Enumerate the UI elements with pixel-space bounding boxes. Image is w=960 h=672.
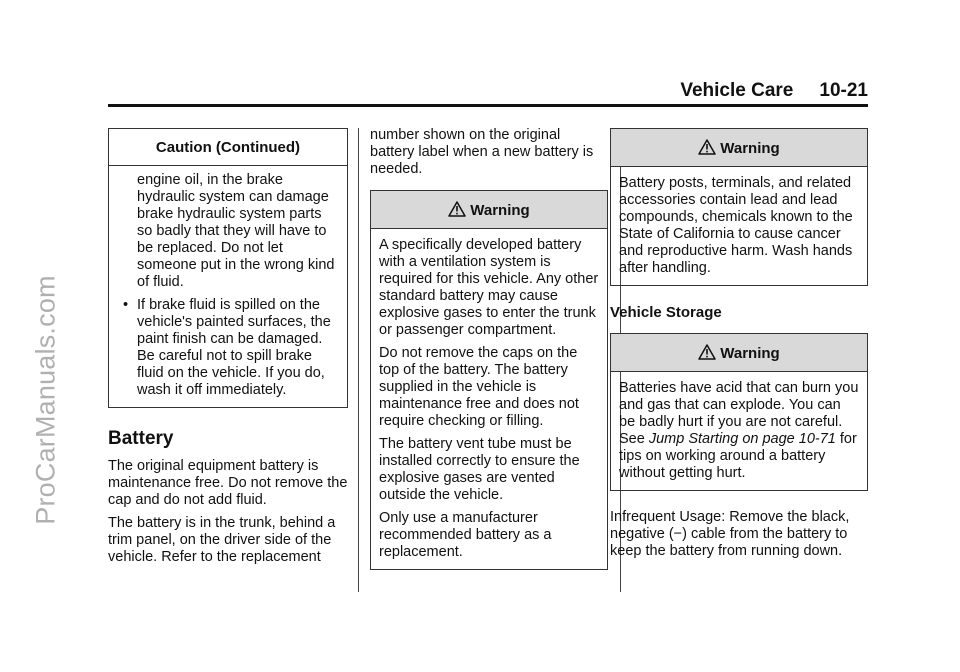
watermark: ProCarManuals.com <box>30 275 61 525</box>
caution-lead: engine oil, in the brake hydraulic system can damage brake hydraulic system parts so badly that they will have to be replaced. Do not let someone put in the wrong kind of fluid. <box>137 172 335 290</box>
warning1-paragraph-3: The battery vent tube must be installed correctly to ensure the explosive gases are vented outside the vehicle. <box>379 436 580 503</box>
storage-warning-text-a: Batteries have acid that can burn you and gas that can explode. You can be badly hurt if you are not careful. See <box>619 380 859 447</box>
caution-title: Caution (Continued) <box>109 129 347 166</box>
warning-title <box>611 334 867 372</box>
warning-icon <box>448 201 466 217</box>
column-2 <box>370 128 608 570</box>
caution-bullet-text: If brake fluid is spilled on the vehicle's painted surfaces, the paint finish can be damaged. Be careful not to spill brake fluid on the vehicle. If you do, wash it off immediately. <box>137 297 331 398</box>
warning-icon <box>698 139 716 155</box>
column-divider-1 <box>358 128 359 592</box>
warning-title-text: Warning <box>720 345 780 362</box>
storage-warning-text <box>619 380 859 482</box>
caution-box <box>108 128 348 408</box>
warning2-paragraph-1: Battery posts, terminals, and related accessories contain lead and lead compounds, chemicals known to the State of California to cause cancer and reproductive harm. Wash hands after handling. <box>619 175 853 276</box>
column-1 <box>108 128 348 572</box>
caution-bullet <box>121 297 337 399</box>
warning-title <box>371 191 607 229</box>
warning1-paragraph-2: Do not remove the caps on the top of the battery. The battery supplied in the vehicle is maintenance free and does not require checking or filling. <box>379 345 579 429</box>
header-rule <box>108 104 868 107</box>
warning1-paragraph-4: Only use a manufacturer recommended battery as a replacement. <box>379 510 552 560</box>
warning-icon <box>698 344 716 360</box>
storage-warning-text-b: for tips on working around a battery without getting hurt. <box>619 431 857 481</box>
warning-box-ventilation <box>370 190 608 570</box>
warning-title-text: Warning <box>470 202 530 219</box>
section-title: Vehicle Care <box>680 80 794 101</box>
battery-heading: Battery <box>108 428 174 449</box>
warning-title <box>611 129 867 167</box>
warning-box-lead <box>610 128 868 286</box>
page-number: 10-21 <box>819 80 868 101</box>
jump-starting-link[interactable]: Jump Starting on page 10-71 <box>648 431 836 447</box>
column-3 <box>610 128 868 566</box>
battery-paragraph-2-continued: number shown on the original battery label when a new battery is needed. <box>370 127 594 177</box>
warning-title-text: Warning <box>720 140 780 157</box>
infrequent-usage-paragraph: Infrequent Usage: Remove the black, negative (−) cable from the battery to keep the battery from running down. <box>610 509 850 559</box>
page-header <box>108 80 868 102</box>
battery-paragraph-1: The original equipment battery is maintenance free. Do not remove the cap and do not add fluid. <box>108 458 348 508</box>
vehicle-storage-heading: Vehicle Storage <box>610 304 722 321</box>
warning-box-acid <box>610 333 868 491</box>
battery-paragraph-2: The battery is in the trunk, behind a trim panel, on the driver side of the vehicle. Refer to the replacement <box>108 515 336 565</box>
bullet-icon: • <box>123 297 129 313</box>
warning1-paragraph-1: A specifically developed battery with a ventilation system is required for this vehicle. Any other standard battery may cause explosive gases to enter the trunk or passenger compartment. <box>379 237 599 338</box>
